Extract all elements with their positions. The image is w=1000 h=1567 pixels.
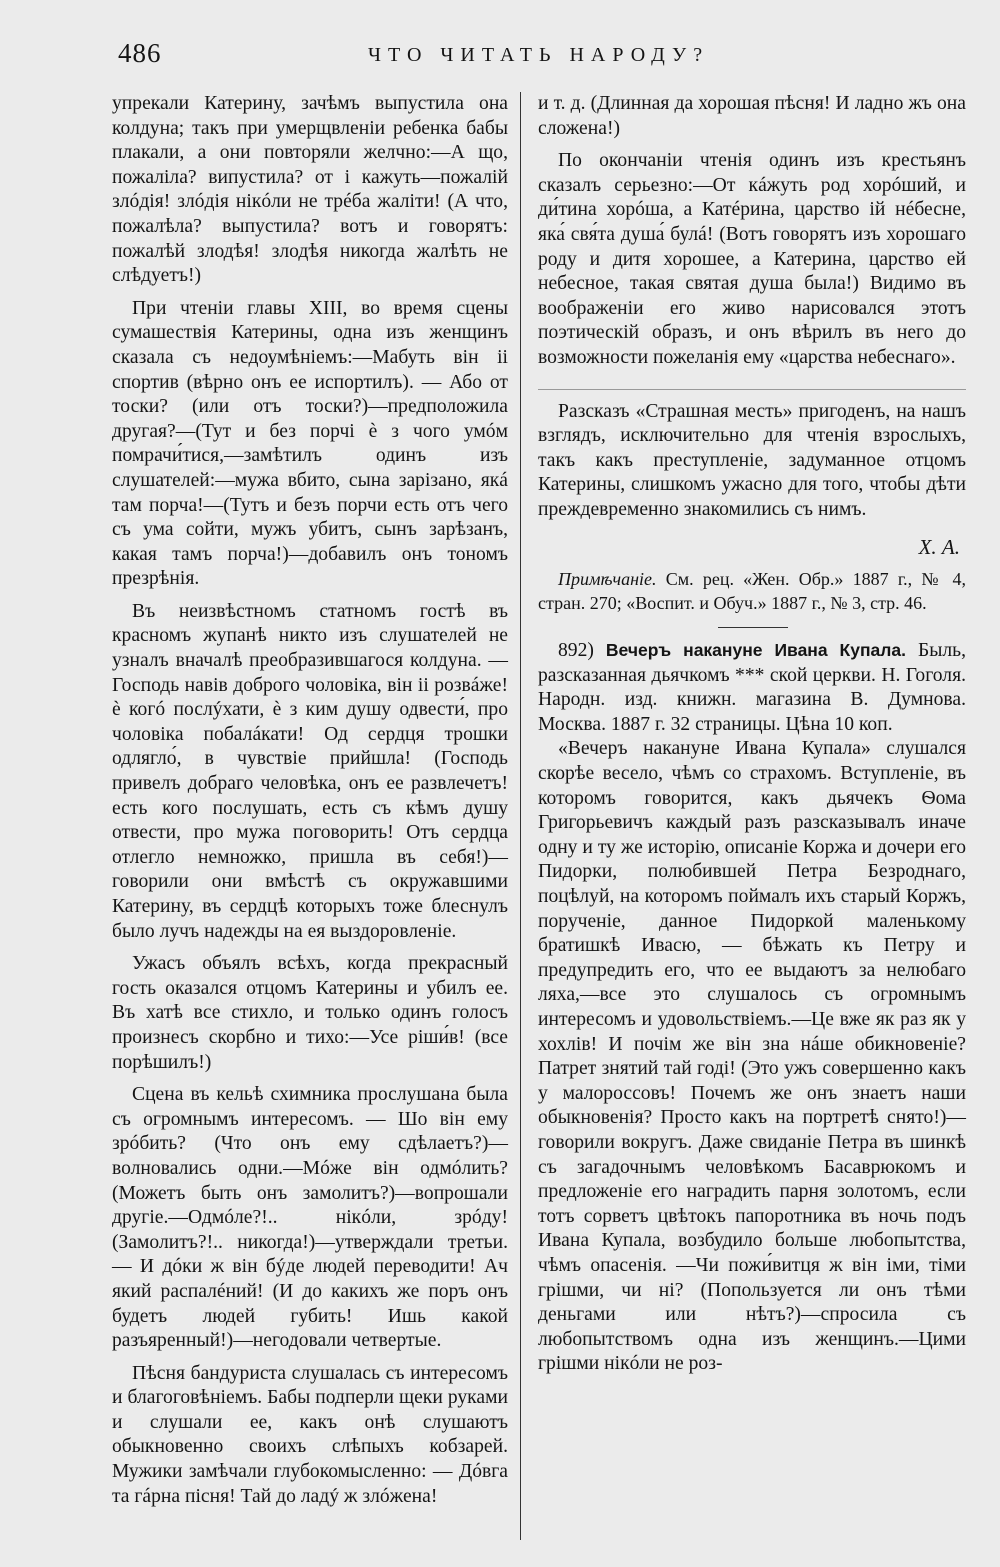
paragraph: Разсказъ «Страшная месть» пригоденъ, на нашъ взглядъ, исключительно для чтенія взрослыхъ, такъ какъ преступленіе, задуманное отцомъ Катерины, слишкомъ ужасно для того, чтобы дѣти преждевременно знакомились съ нимъ.: [538, 400, 966, 520]
section-divider: [538, 389, 966, 390]
running-title: ЧТО ЧИТАТЬ НАРОДУ?: [368, 44, 710, 66]
paragraph: упрекали Катерину, зачѣмъ выпустила она колдуна; такъ при умерщвленiи ребенка бабы плакали, а они повторяли желчно:—А що, пожаліла? випустила? от і кажуть—пожалій злóдія! злóдія нiкóли не трéба жалiти! (А что, пожалѣла? выпустила? вотъ и говорятъ: пожалѣй злодѣя! злодѣя никогда жалѣть не слѣдуетъ!): [112, 93, 508, 287]
paragraph: «Вечеръ накануне Ивана Купала» слушался скорѣе весело, чѣмъ со страхомъ. Вступленіе, въ которомъ говорится, какъ дьячекъ Ѳома Григорьевичъ каждый разъ разсказывалъ иначе одну и ту же исторію, описаніе Коржа и дочери его Пидорки, полюбившей Петра Безроднаго, поцѣлуй, на которомъ поймалъ ихъ старый Коржъ, порученіе, данное Пидоркой маленькому братишкѣ Ивасю, — бѣжать къ Петру и предупредить его, что ее выдаютъ за нелюбаго ляха,—все это слушалось съ огромнымъ интересомъ и удовольствіемъ.—Це вже як раз як у хохлiв! И почiм же вiн зна нáше обикновенiе? Патрет знятий тай годi! (Это ужъ совершенно какъ у малороссовъ! Почемъ же онъ знаетъ наши обыкновенія? Просто какъ на портретѣ снято!)—говорили вокругъ. Даже свиданіе Петра въ шинкѣ съ загадочнымъ человѣкомъ Басаврюкомъ и предложеніе его наградить парня золотомъ, если тотъ сорветъ цвѣтокъ папоротника въ ночь подъ Ивана Купала, возбудило больше любопытства, чѣмъ опасенія. —Чи пожи́витця ж вiн iми, тiми грiшми, чи нi? (Попользуется ли онъ тѣми деньгами или нѣтъ?)—спросила съ любопытствомъ одна изъ женщинъ.—Цими грiшми нiкóли не роз-: [538, 738, 966, 1375]
paragraph: По окончанiи чтенія одинъ изъ крестьянъ сказалъ серьезно:—От кáжуть род хорóший, и ди́тина хорóша, а Катéрина, царство iй нéбесне, яка́ свя́та душа́ булá! (Вотъ говорятъ изъ хорошаго роду и дитя хорошее, а Катерина, царство ей небесное, такая святая душа была!) Видимо въ воображенiи его живо нарисовался этотъ поэтическій образъ, и онъ вѣрилъ въ него до возможности пожеланія ему «царства небеснаго».: [538, 150, 966, 368]
note-text: См. рец. «Жен. Обр.» 1887 г., № 4, стран. 270; «Воспит. и Обуч.» 1887 г., № 3, стр. 46.: [538, 569, 966, 614]
paragraph: Въ неизвѣстномъ статномъ гостѣ въ красномъ жупанѣ никто изъ слушателей не узналъ вначалѣ преобразившагося колдуна. —Господь навiв доброго чоловiка, вiн ii розвáже! ѐ когó послýхати, ѐ з ким душу одвести́, про чоловiка побалáкати! Од сердця трошки одлягло́, в чувствiе прийшла! (Господь привелъ добраго человѣка, онъ ее развлечетъ! есть кого послушать, есть съ кѣмъ душу отвести, про мужа поговорить! Отъ сердца отлегло немножко, пришла въ себя!)—говорили они вмѣстѣ съ окружавшими Катерину, въ сердцѣ которыхъ тоже блеснулъ было лучъ надежды на ея выздоровленіе.: [112, 600, 508, 942]
paragraph: Сцена въ кельѣ схимника прослушана была съ огромнымъ интересомъ. — Шо вiн ему зрóбить? (Что онъ ему сдѣлаетъ?)—волновались одни.—Мóже вiн одмóлить? (Можетъ быть онъ замолитъ?)—вопрошали другіе.—Одмóле?!.. нiкóли, зрóду! (Замолитъ?!.. никогда!)—утверждали третьи. — И дóки ж вiн бýде людей переводити! Ач який распалéний! (И до какихъ же поръ онъ будетъ людей губить! Ишь какой разъяренный!)—негодовали четвертые.: [112, 1084, 508, 1352]
paragraph: и т. д. (Длинная да хорошая пѣсня! И ладно жъ она сложена!): [538, 93, 966, 139]
page-number: 486: [118, 38, 162, 68]
entry-title: Вечеръ накануне Ивана Купала.: [605, 640, 906, 661]
page-header: [118, 38, 960, 78]
paragraph: При чтенiи главы XIII, во время сцены сумашествія Катерины, одна изъ женщинъ сказала съ недоумѣніемъ:—Мабуть вiн ii спортив (вѣрно онъ ее испортилъ). — Або от тоски? (или отъ тоски?)—предположила другая?—(Тут и без порчi ѐ з чого умóм помрачи́тися,—замѣтилъ одинъ изъ слушателей:—мужа вбито, сына зарiзано, якá там порча!—(Тутъ и безъ порчи есть отъ чего съ ума сойти, мужъ убитъ, сынъ зарѣзанъ, какая тамъ порча!)—добавилъ онъ тономъ презрѣнія.: [112, 297, 508, 590]
entry-number: 892): [558, 640, 594, 662]
entry-divider: [718, 627, 788, 628]
author-signature: Х. А.: [918, 534, 960, 559]
column-divider: [520, 92, 521, 1540]
left-column: [112, 92, 508, 1509]
footnote: [538, 567, 966, 615]
bibliographic-entry: [538, 638, 966, 737]
paragraph: Ужасъ объялъ всѣхъ, когда прекрасный гость оказался отцомъ Катерины и убилъ ее. Въ хатѣ все стихло, и только одинъ голосъ произнесъ скорбно и тихо:—Усе рiши́в! (все порѣшилъ!): [112, 953, 508, 1073]
note-label: Примѣчаніе.: [558, 569, 657, 590]
paragraph: Пѣсня бандуриста слушалась съ интересомъ и благоговѣніемъ. Бабы подперли щеки руками и слушали ее, какъ онѣ слушаютъ обыкновенно своихъ слѣпыхъ кобзарей. Мужики замѣчали глубокомысленно: — Дóвга та гáрна пiсня! Тай до ладý ж злóжена!: [112, 1362, 508, 1507]
entry-text: Быль, разсказанная дьячкомъ *** ской церкви. Н. Гоголя. Народн. изд. книжн. магазина В. Думнова. Москва. 1887 г. 32 страницы. Цѣна 10 коп.: [538, 640, 966, 735]
right-column: [538, 92, 966, 1377]
